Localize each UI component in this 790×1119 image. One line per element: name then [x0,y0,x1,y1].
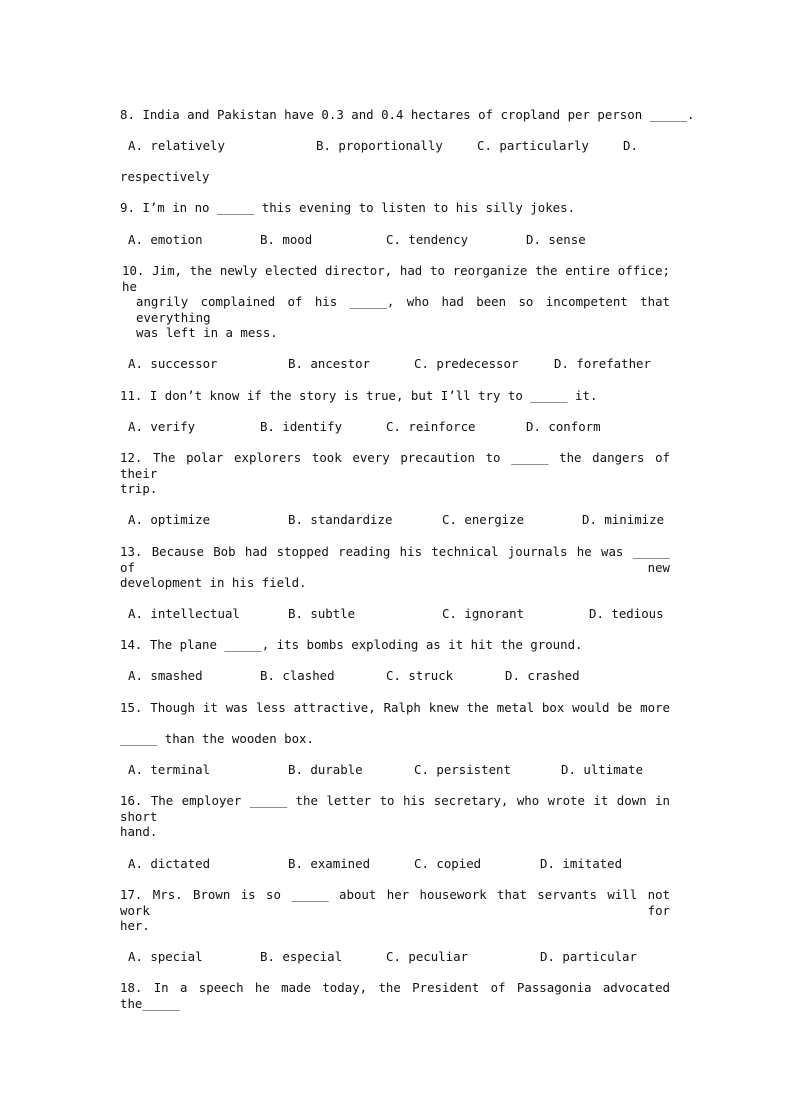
question-15-line-1: 15. Though it was less attractive, Ralph knew the metal box would be more [120,700,670,715]
question-10-line-1: 10. Jim, the newly elected director, had to reorganize the entire office; he [122,263,670,294]
question-17-line-1: 17. Mrs. Brown is so _____ about her housework that servants will not work for [120,887,670,918]
option-b[interactable]: B. subtle [288,606,356,621]
option-b[interactable]: B. especial [260,949,343,964]
option-c[interactable]: C. ignorant [442,606,525,621]
question-17-line-2: her. [120,918,150,933]
option-b[interactable]: B. clashed [260,668,335,683]
option-a[interactable]: A. relatively [128,138,225,153]
question-8: 8. India and Pakistan have 0.3 and 0.4 hectares of cropland per person _____. [120,107,695,122]
option-b[interactable]: B. mood [260,232,313,247]
question-11: 11. I don’t know if the story is true, but I’ll try to _____ it. [120,388,598,403]
option-d[interactable]: D. crashed [505,668,580,683]
option-a[interactable]: A. optimize [128,512,211,527]
option-a[interactable]: A. smashed [128,668,203,683]
option-c[interactable]: C. peculiar [386,949,469,964]
question-14: 14. The plane _____, its bombs exploding as it hit the ground. [120,637,583,652]
question-9: 9. I’m in no _____ this evening to listen to his silly jokes. [120,200,576,215]
option-c[interactable]: C. energize [442,512,525,527]
option-a[interactable]: A. successor [128,356,218,371]
option-d[interactable]: D. forefather [554,356,651,371]
option-d[interactable]: D. ultimate [561,762,644,777]
option-a[interactable]: A. terminal [128,762,211,777]
option-a[interactable]: A. verify [128,419,196,434]
option-a[interactable]: A. dictated [128,856,211,871]
question-13-line-1: 13. Because Bob had stopped reading his technical journals he was _____ of new [120,544,670,575]
question-13-line-2: development in his field. [120,575,307,590]
option-c[interactable]: C. copied [414,856,482,871]
option-d[interactable]: D. imitated [540,856,623,871]
option-c[interactable]: C. persistent [414,762,511,777]
question-16-line-2: hand. [120,824,158,839]
option-b[interactable]: B. standardize [288,512,393,527]
option-d[interactable]: D. [623,138,638,153]
question-10-line-3: was left in a mess. [136,325,278,340]
option-d[interactable]: D. tedious [589,606,664,621]
option-b[interactable]: B. ancestor [288,356,371,371]
option-a[interactable]: A. special [128,949,203,964]
option-d[interactable]: D. minimize [582,512,665,527]
option-d[interactable]: D. sense [526,232,586,247]
option-c[interactable]: C. predecessor [414,356,519,371]
option-b[interactable]: B. identify [260,419,343,434]
option-d-text[interactable]: respectively [120,169,210,184]
question-16-line-1: 16. The employer _____ the letter to his secretary, who wrote it down in short [120,793,670,824]
option-b[interactable]: B. proportionally [316,138,443,153]
option-c[interactable]: C. struck [386,668,454,683]
question-10-line-2: angrily complained of his _____, who had been so incompetent that everything [136,294,670,325]
option-c[interactable]: C. particularly [477,138,589,153]
option-a[interactable]: A. intellectual [128,606,240,621]
question-12-line-2: trip. [120,481,158,496]
question-12-line-1: 12. The polar explorers took every precaution to _____ the dangers of their [120,450,670,481]
option-c[interactable]: C. tendency [386,232,469,247]
option-d[interactable]: D. particular [540,949,637,964]
option-c[interactable]: C. reinforce [386,419,476,434]
question-18-line-1: 18. In a speech he made today, the President of Passagonia advocated the_____ [120,980,670,1011]
option-d[interactable]: D. conform [526,419,601,434]
question-15-line-2: _____ than the wooden box. [120,731,314,746]
option-b[interactable]: B. durable [288,762,363,777]
option-b[interactable]: B. examined [288,856,371,871]
option-a[interactable]: A. emotion [128,232,203,247]
